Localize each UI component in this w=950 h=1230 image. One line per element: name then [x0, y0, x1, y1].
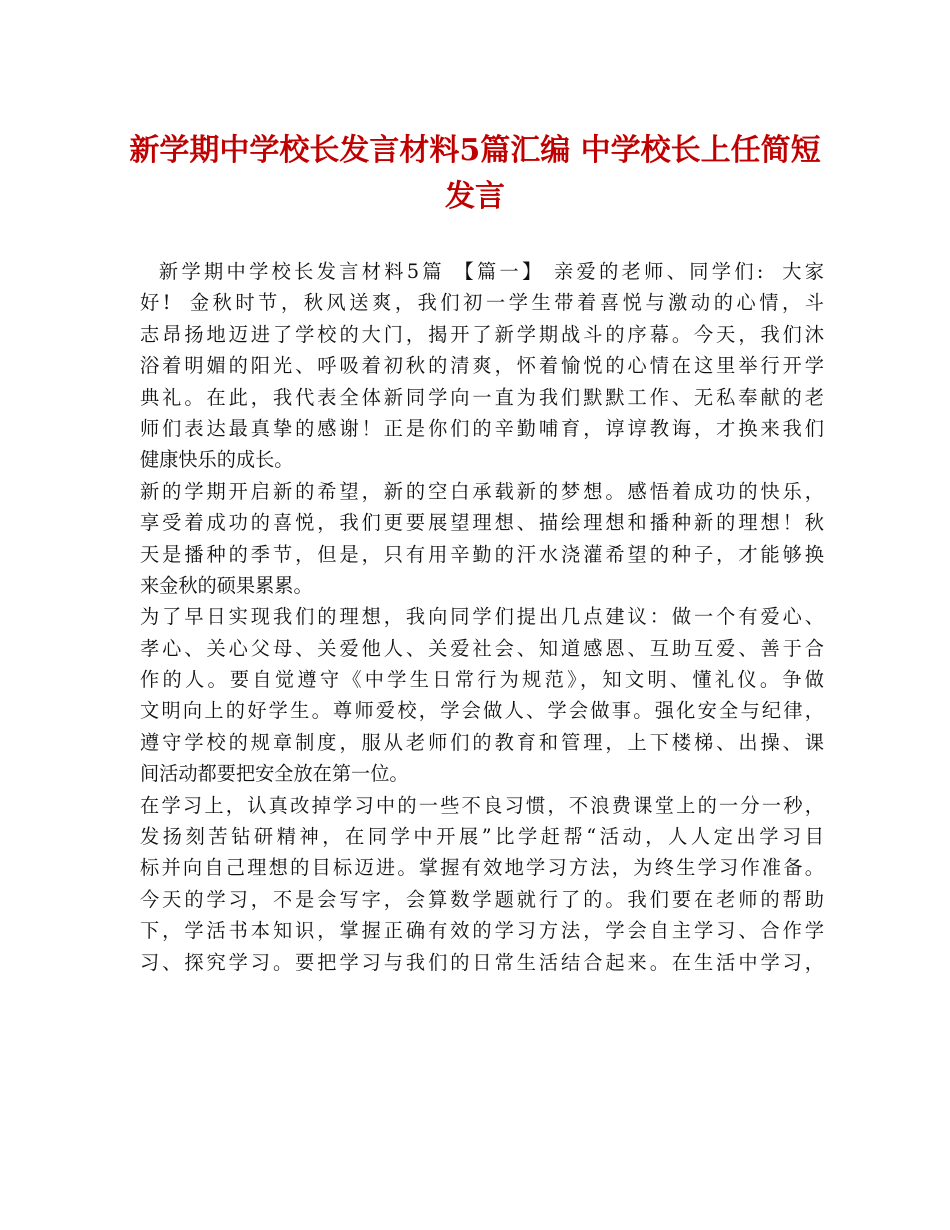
- text-line: 在学习上，认真改掉学习中的一些不良习惯，不浪费课堂上的一分一秒，: [140, 793, 824, 817]
- text-line: 来金秋的硕果累累。: [140, 573, 313, 597]
- text-line: 间活动都要把安全放在第一位。: [140, 762, 409, 786]
- document-body: [140, 256, 824, 978]
- text-line: 下，学活书本知识，掌握正确有效的学习方法，学会自主学习、合作学: [140, 919, 824, 943]
- document-title: [120, 128, 830, 220]
- text-line: 新的学期开启新的希望，新的空白承载新的梦想。感悟着成功的快乐，: [140, 479, 824, 503]
- text-line: 今天的学习，不是会写字，会算数学题就行了的。我们要在老师的帮助: [140, 887, 824, 911]
- text-line: 文明向上的好学生。尊师爱校，学会做人、学会做事。强化安全与纪律，: [140, 699, 824, 723]
- text-line: 师们表达最真挚的感谢！正是你们的辛勤哺育，谆谆教诲，才换来我们: [140, 416, 824, 440]
- text-line: 作的人。要自觉遵守《中学生日常行为规范》，知文明、懂礼仪。争做: [140, 668, 824, 692]
- text-line: 健康快乐的成长。: [140, 448, 294, 472]
- text-line: 志昂扬地迈进了学校的大门，揭开了新学期战斗的序幕。今天，我们沐: [140, 322, 824, 346]
- text-line: 天是播种的季节，但是，只有用辛勤的汗水浇灌希望的种子，才能够换: [140, 542, 824, 566]
- text-line: 享受着成功的喜悦，我们更要展望理想、描绘理想和播种新的理想！秋: [140, 511, 824, 535]
- text-line: 为了早日实现我们的理想，我向同学们提出几点建议：做一个有爱心、: [140, 605, 824, 629]
- title-line-1: 新学期中学校长发言材料5篇汇编 中学校长上任简短: [129, 133, 821, 168]
- text-line: 发扬刻苦钻研精神，在同学中开展”比学赶帮“活动，人人定出学习目: [140, 825, 824, 849]
- text-line: 浴着明媚的阳光、呼吸着初秋的清爽，怀着愉悦的心情在这里举行开学: [140, 354, 824, 378]
- text-line: 习、探究学习。要把学习与我们的日常生活结合起来。在生活中学习，: [140, 950, 824, 974]
- text-line: 典礼。在此，我代表全体新同学向一直为我们默默工作、无私奉献的老: [140, 385, 824, 409]
- text-line: 好! 金秋时节，秋风送爽，我们初一学生带着喜悦与激动的心情，斗: [140, 291, 824, 315]
- text-line: 遵守学校的规章制度，服从老师们的教育和管理，上下楼梯、出操、课: [140, 730, 824, 754]
- title-line-2: 发言: [445, 179, 505, 214]
- text-line: 新学期中学校长发言材料5篇 【篇一】 亲爱的老师、同学们: 大家: [140, 260, 824, 283]
- text-line: 标并向自己理想的目标迈进。掌握有效地学习方法，为终生学习作准备。: [140, 856, 824, 880]
- text-line: 孝心、关心父母、关爱他人、关爱社会、知道感恩、互助互爱、善于合: [140, 636, 824, 660]
